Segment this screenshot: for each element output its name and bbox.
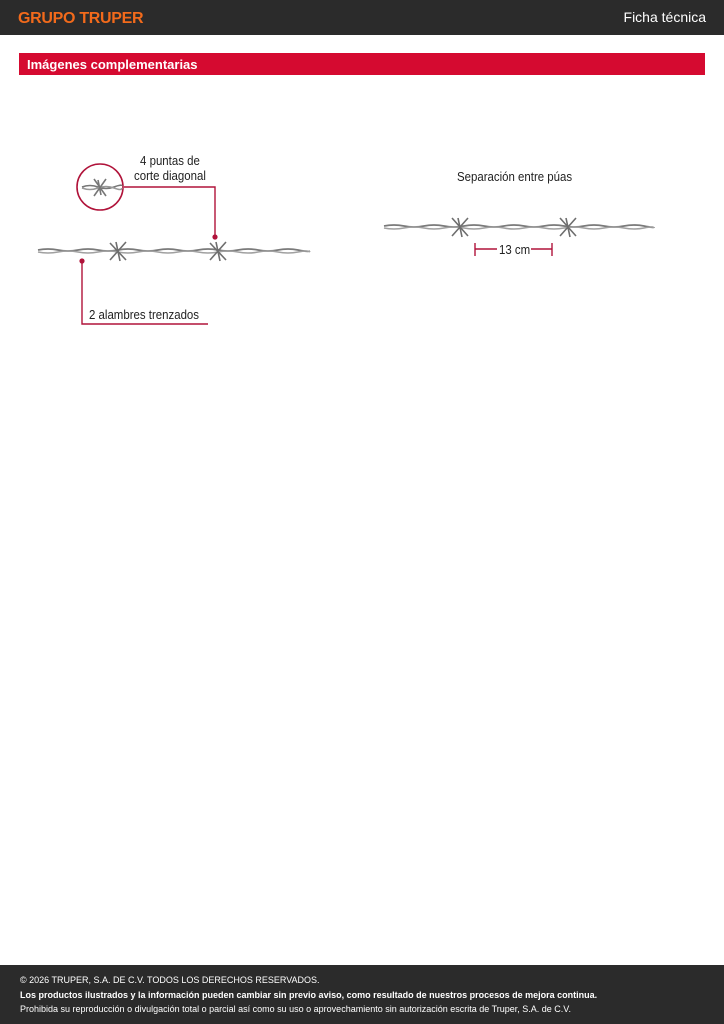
barb-detail [82,179,122,196]
dimension-label: 13 cm [499,242,531,257]
separation-title: Separación entre púas [457,169,573,184]
callout-tips-line1: 4 puntas de [140,153,200,168]
callout-dot-tips [212,234,217,239]
footer-prohibition: Prohibida su reproducción o divulgación total o parcial así como su uso o aprovechamiento sin autorización escrita de Truper, S.A. de C.V. [20,1004,571,1014]
callout-tips-line2: corte diagonal [134,168,206,183]
callout-tips-label [134,153,206,183]
document-type-label: Ficha técnica [623,9,706,25]
barb-separation-figure [374,140,674,350]
top-bar [0,0,724,35]
barbed-wire-strand [38,242,310,261]
section-header [19,53,705,75]
footer [0,965,724,1024]
section-title: Imágenes complementarias [27,57,198,72]
callout-line-tips [124,187,215,236]
footer-notice: Los productos ilustrados y la información pueden cambiar sin previo aviso, como resultado de nuestros procesos de mejora continua. [20,990,598,1000]
footer-copyright: © 2026 TRUPER, S.A. DE C.V. TODOS LOS DERECHOS RESERVADOS. [20,975,320,985]
callout-wires-label: 2 alambres trenzados [89,307,200,322]
barbed-wire-strand [384,218,654,237]
truper-logo: GRUPO TRUPER [18,10,144,27]
barbed-wire-callout-figure [30,140,330,350]
